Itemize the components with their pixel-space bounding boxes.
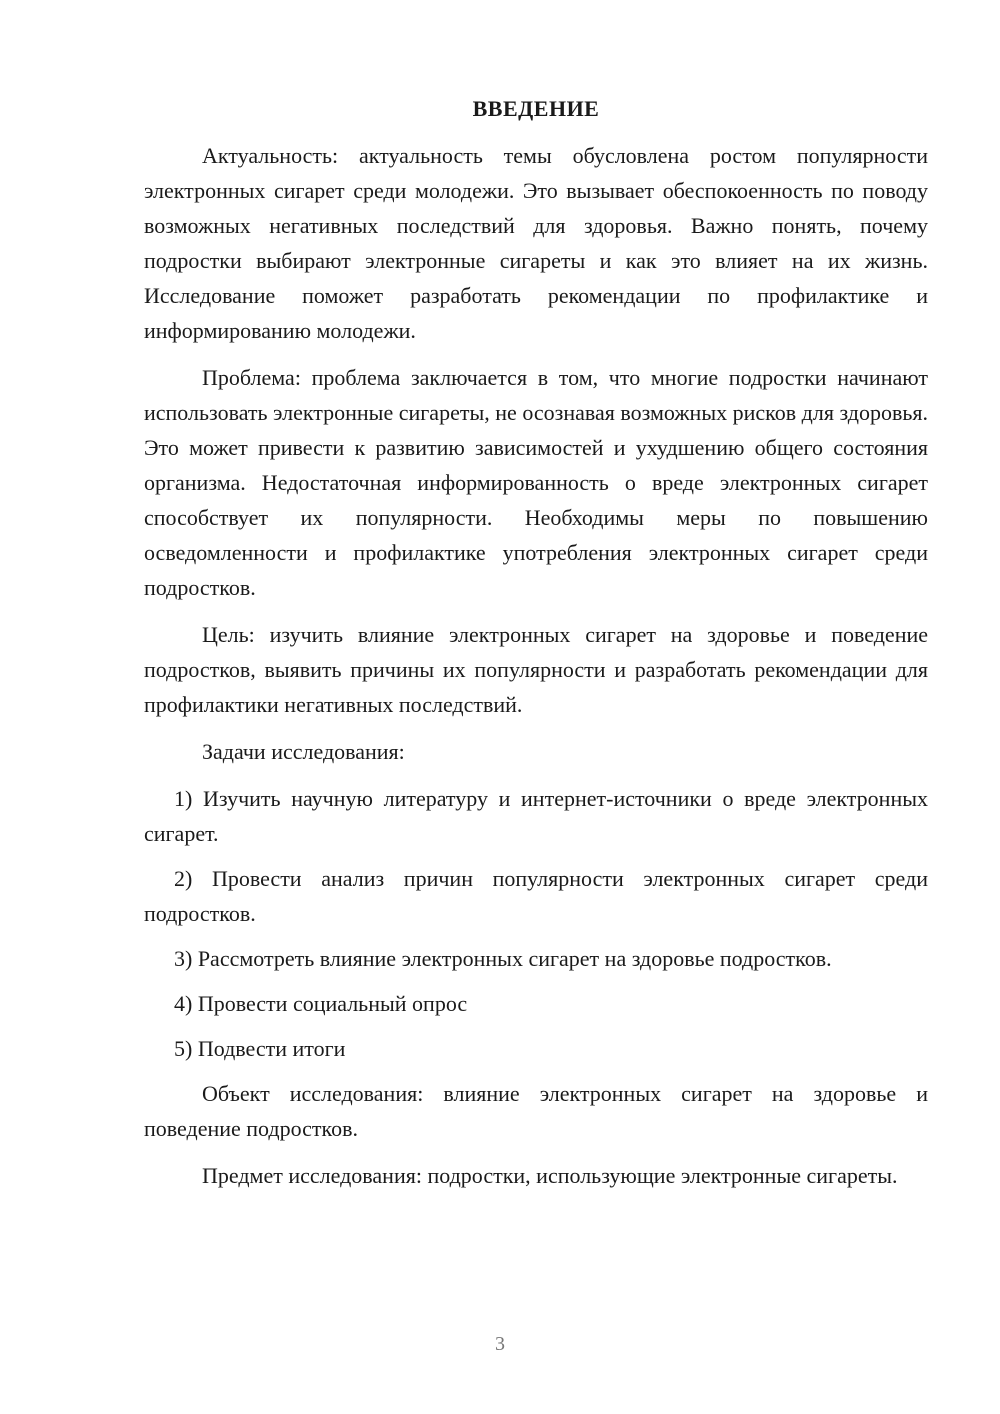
task-item-4: 4) Провести социальный опрос: [174, 991, 468, 1016]
document-page: [144, 96, 928, 1205]
task-item-1: 1) Изучить научную литературу и интернет-источники о вреде электронных сигарет.: [144, 786, 928, 846]
task-item-3: 3) Рассмотреть влияние электронных сигарет на здоровье подростков.: [174, 946, 832, 971]
problem-paragraph: Проблема: проблема заключается в том, что многие подростки начинают использовать электронные сигареты, не осознавая возможных рисков для здоровья. Это может привести к развитию зависимостей и ухудшению общего состояния организма. Недостаточная информированность о вреде электронных сигарет способствует их популярности. Необходимы меры по повышению осведомленности и профилактике употребления электронных сигарет среди подростков.: [144, 365, 928, 600]
task-item-5: 5) Подвести итоги: [174, 1036, 346, 1061]
page-title: ВВЕДЕНИЕ: [472, 96, 600, 121]
task-item-2: 2) Провести анализ причин популярности электронных сигарет среди подростков.: [144, 866, 928, 926]
page-number: 3: [495, 1333, 505, 1355]
goal-paragraph: Цель: изучить влияние электронных сигарет на здоровье и поведение подростков, выявить причины их популярности и разработать рекомендации для профилактики негативных последствий.: [144, 622, 928, 717]
object-paragraph: Объект исследования: влияние электронных сигарет на здоровье и поведение подростков.: [144, 1081, 928, 1141]
subject-paragraph: Предмет исследования: подростки, использующие электронные сигареты.: [202, 1163, 898, 1188]
tasks-heading: Задачи исследования:: [202, 739, 405, 764]
relevance-paragraph: Актуальность: актуальность темы обусловлена ростом популярности электронных сигарет среди молодежи. Это вызывает обеспокоенность по поводу возможных негативных последствий для здоровья. Важно понять, почему подростки выбирают электронные сигареты и как это влияет на их жизнь. Исследование поможет разработать рекомендации по профилактике и информированию молодежи.: [144, 143, 928, 343]
